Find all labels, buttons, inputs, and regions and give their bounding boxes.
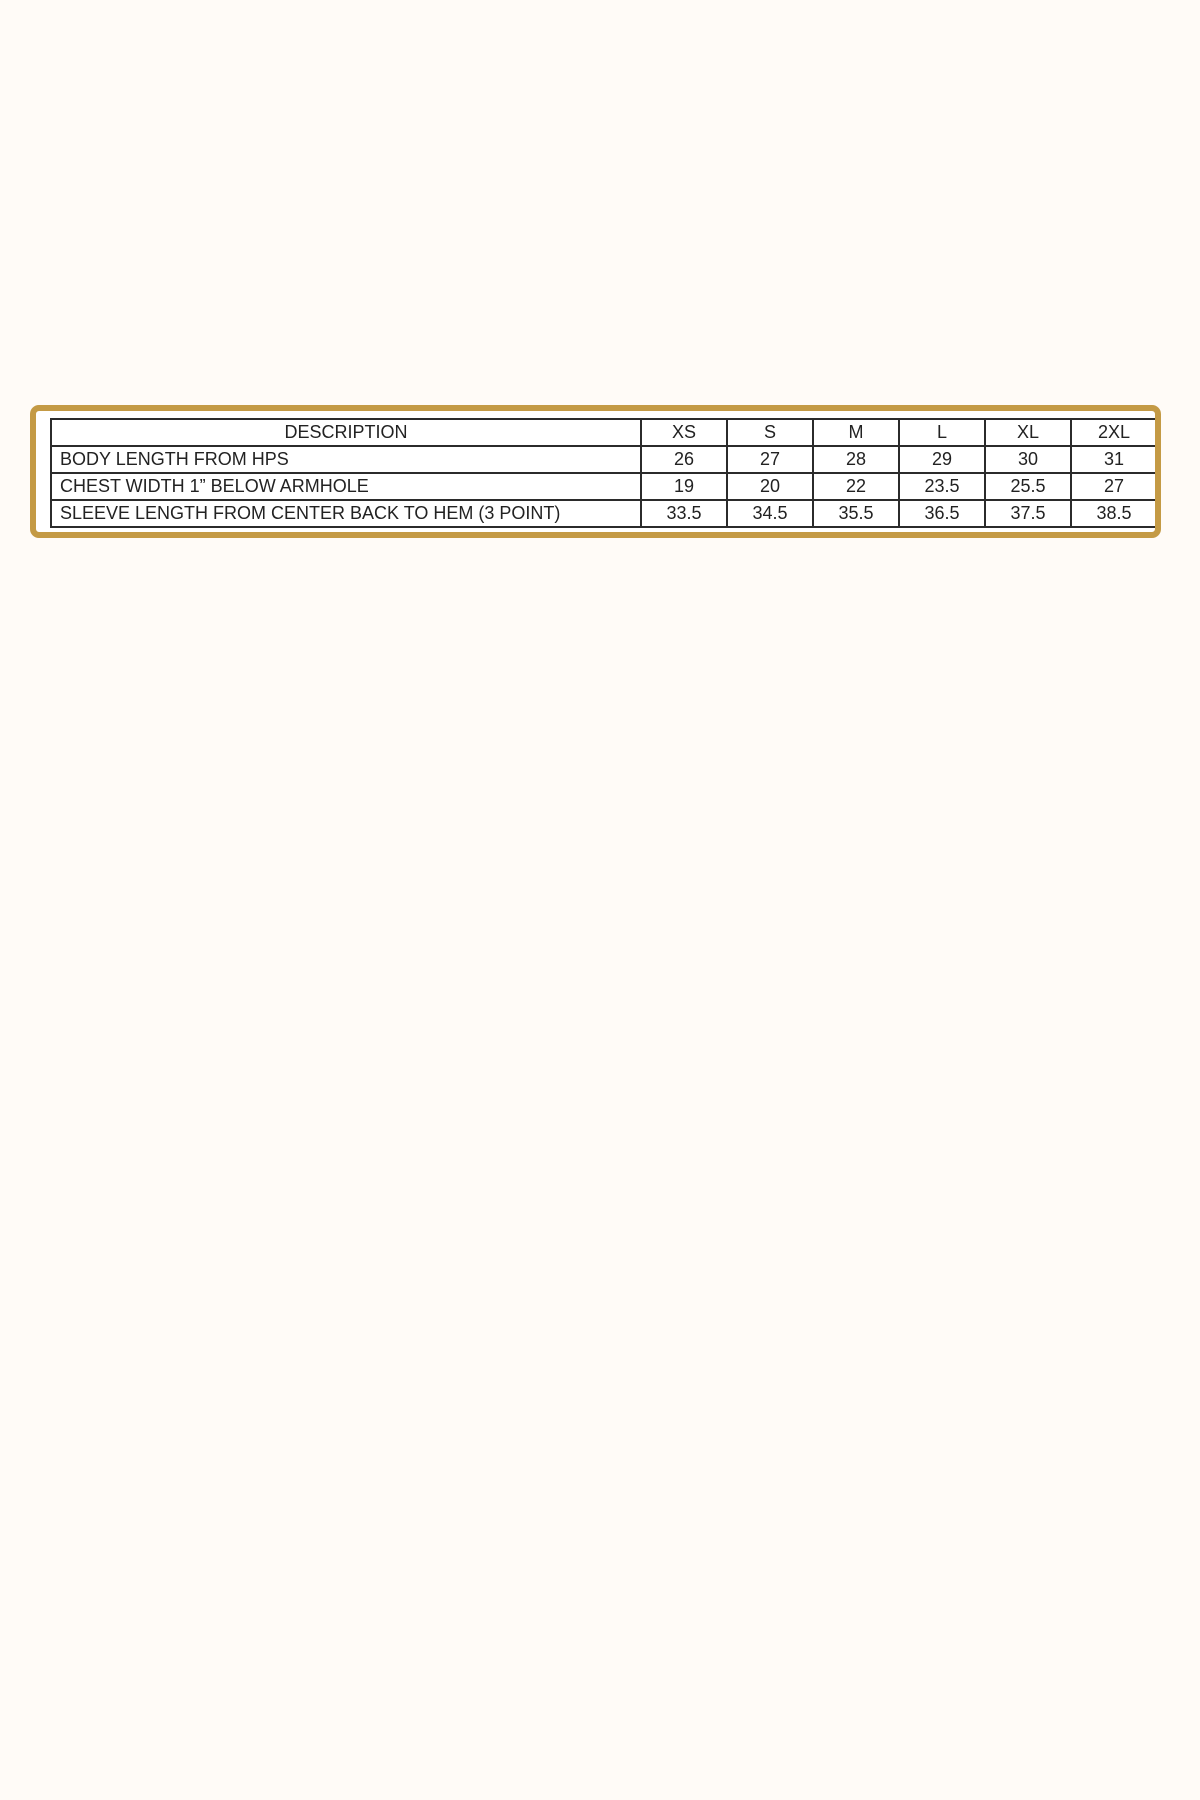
measurement-cell: 37.5	[985, 500, 1071, 527]
measurement-cell: 35.5	[813, 500, 899, 527]
cropped-cell	[1157, 500, 1161, 527]
column-header-size: XL	[985, 419, 1071, 446]
measurement-cell: 23.5	[899, 473, 985, 500]
column-header-description: DESCRIPTION	[51, 419, 641, 446]
cropped-cell	[1157, 446, 1161, 473]
measurement-cell: 25.5	[985, 473, 1071, 500]
table-row	[51, 500, 1161, 527]
measurement-cell: 30	[985, 446, 1071, 473]
measurement-cell: 33.5	[641, 500, 727, 527]
table-row	[51, 446, 1161, 473]
column-header-size: 2XL	[1071, 419, 1157, 446]
measurement-cell: 38.5	[1071, 500, 1157, 527]
row-label: CHEST WIDTH 1” BELOW ARMHOLE	[51, 473, 641, 500]
row-label: BODY LENGTH FROM HPS	[51, 446, 641, 473]
measurement-cell: 28	[813, 446, 899, 473]
column-header-size: L	[899, 419, 985, 446]
measurement-cell: 20	[727, 473, 813, 500]
row-label: SLEEVE LENGTH FROM CENTER BACK TO HEM (3 POINT)	[51, 500, 641, 527]
cropped-cell	[1157, 473, 1161, 500]
table-row	[51, 473, 1161, 500]
column-header-size: S	[727, 419, 813, 446]
measurement-cell: 27	[1071, 473, 1157, 500]
measurement-cell: 19	[641, 473, 727, 500]
measurement-cell: 34.5	[727, 500, 813, 527]
measurement-cell: 36.5	[899, 500, 985, 527]
column-header-size: M	[813, 419, 899, 446]
size-chart-frame	[30, 405, 1161, 538]
table-header-row	[51, 419, 1161, 446]
size-chart-table	[50, 418, 1161, 528]
measurement-cell: 26	[641, 446, 727, 473]
measurement-cell: 31	[1071, 446, 1157, 473]
column-header-cropped	[1157, 419, 1161, 446]
measurement-cell: 29	[899, 446, 985, 473]
measurement-cell: 27	[727, 446, 813, 473]
measurement-cell: 22	[813, 473, 899, 500]
column-header-size: XS	[641, 419, 727, 446]
